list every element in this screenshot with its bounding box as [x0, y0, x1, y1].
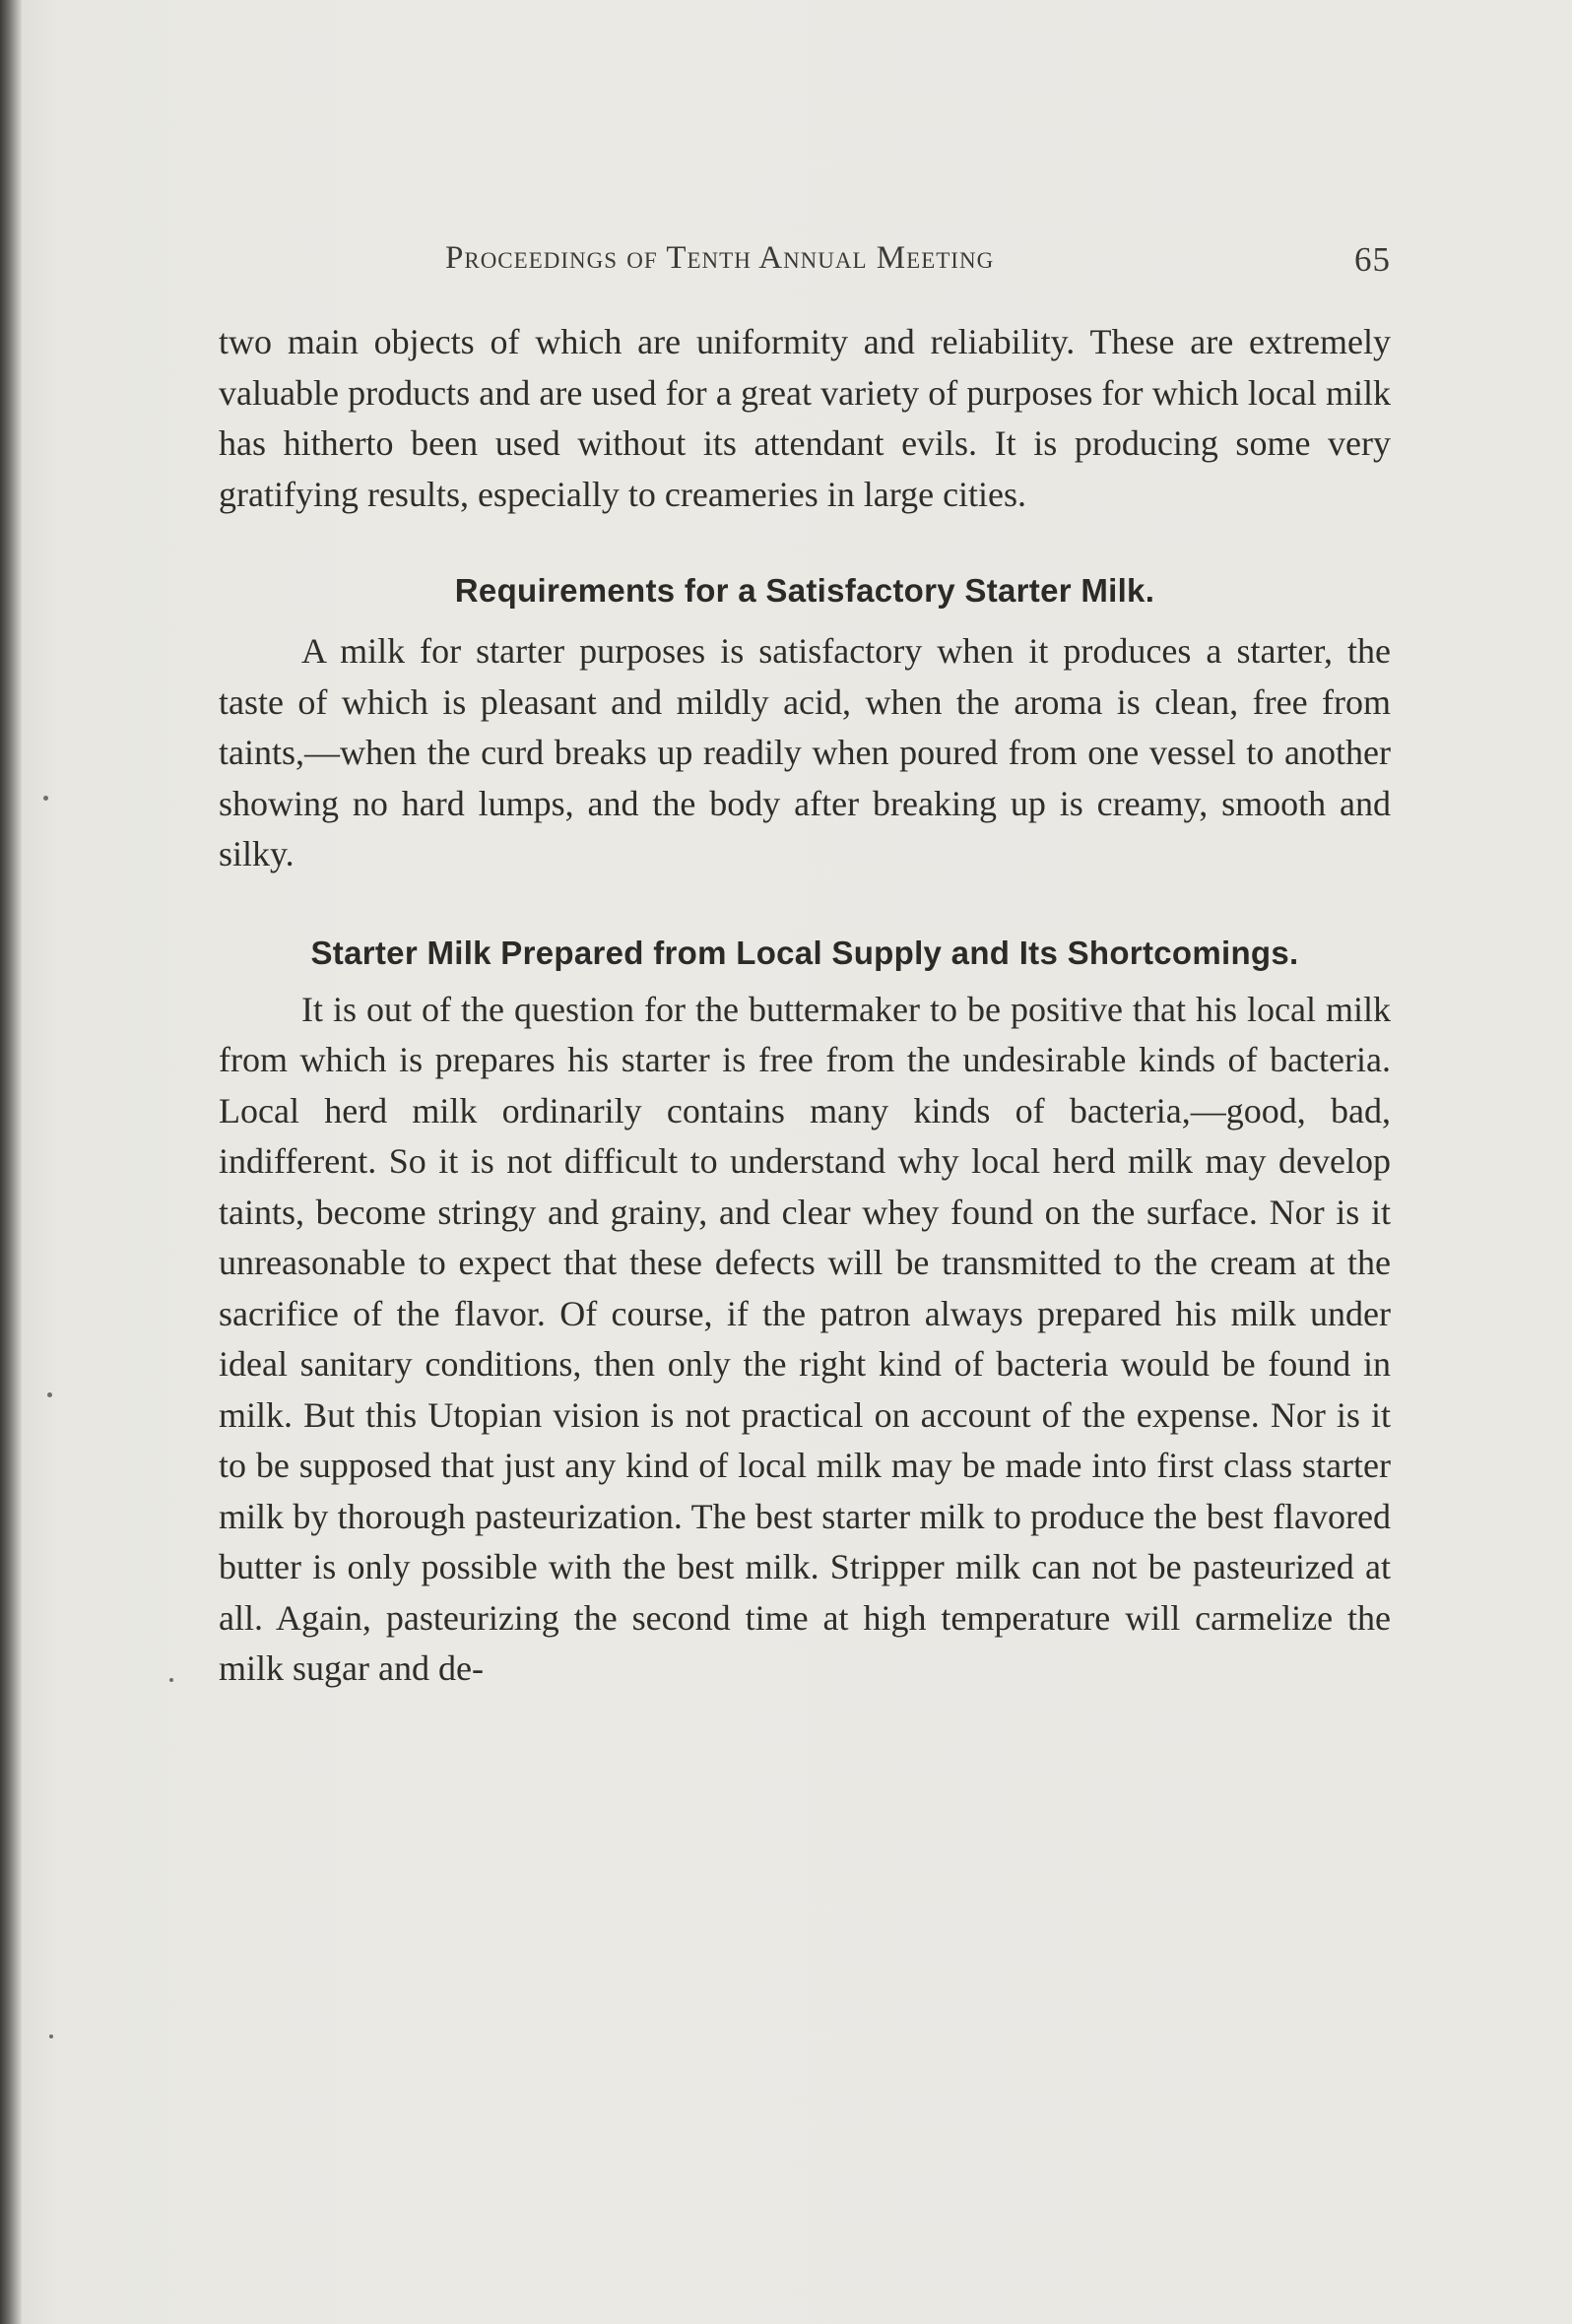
- binding-speck: [169, 1678, 173, 1682]
- paragraph: A milk for starter purposes is satisfactory when it produces a starter, the taste of which is pleasant and mildly acid, when the aroma is clean, free from taints,—when the curd breaks up readily when poured from one vessel to another showing no hard lumps, and the body after breaking up is creamy, smooth and silky.: [219, 631, 1391, 873]
- binding-speck: [43, 796, 48, 801]
- section-heading: Starter Milk Prepared from Local Supply and Its Shortcomings.: [310, 934, 1299, 971]
- paragraph: two main objects of which are uniformity and reliability. These are extremely valuable products and are used for a great variety of purposes for which local milk has hitherto been used without its attendant evils. It is producing some very gratifying results, especially to creameries in large cities.: [219, 322, 1391, 514]
- page-number: 65: [1354, 240, 1391, 279]
- binding-speck: [47, 1392, 52, 1397]
- page-body: [219, 317, 1391, 1695]
- page-binding-edge: [0, 0, 22, 2324]
- section-heading: Requirements for a Satisfactory Starter Milk.: [454, 572, 1155, 609]
- paragraph: It is out of the question for the buttermaker to be positive that his local milk from which is prepares his starter is free from the undesirable kinds of bacteria. Local herd milk ordinarily contains many kinds of bacteria,—good, bad, indifferent. So it is not difficult to understand why local herd milk may develop taints, become stringy and grainy, and clear whey found on the surface. Nor is it unreasonable to expect that these defects will be transmitted to the cream at the sacrifice of the flavor. Of course, if the patron always prepared his milk under ideal sanitary conditions, then only the right kind of bacteria would be found in milk. But this Utopian vision is not practical on account of the expense. Nor is it to be supposed that just any kind of local milk may be made into first class starter milk by thorough pasteurization. The best starter milk to produce the best flavored butter is only possible with the best milk. Stripper milk can not be pasteurized at all. Again, pasteurizing the second time at high temperature will carmelize the milk sugar and de-: [219, 989, 1391, 1688]
- binding-speck: [49, 2034, 53, 2038]
- running-head-title: Proceedings of Tenth Annual Meeting: [445, 240, 995, 276]
